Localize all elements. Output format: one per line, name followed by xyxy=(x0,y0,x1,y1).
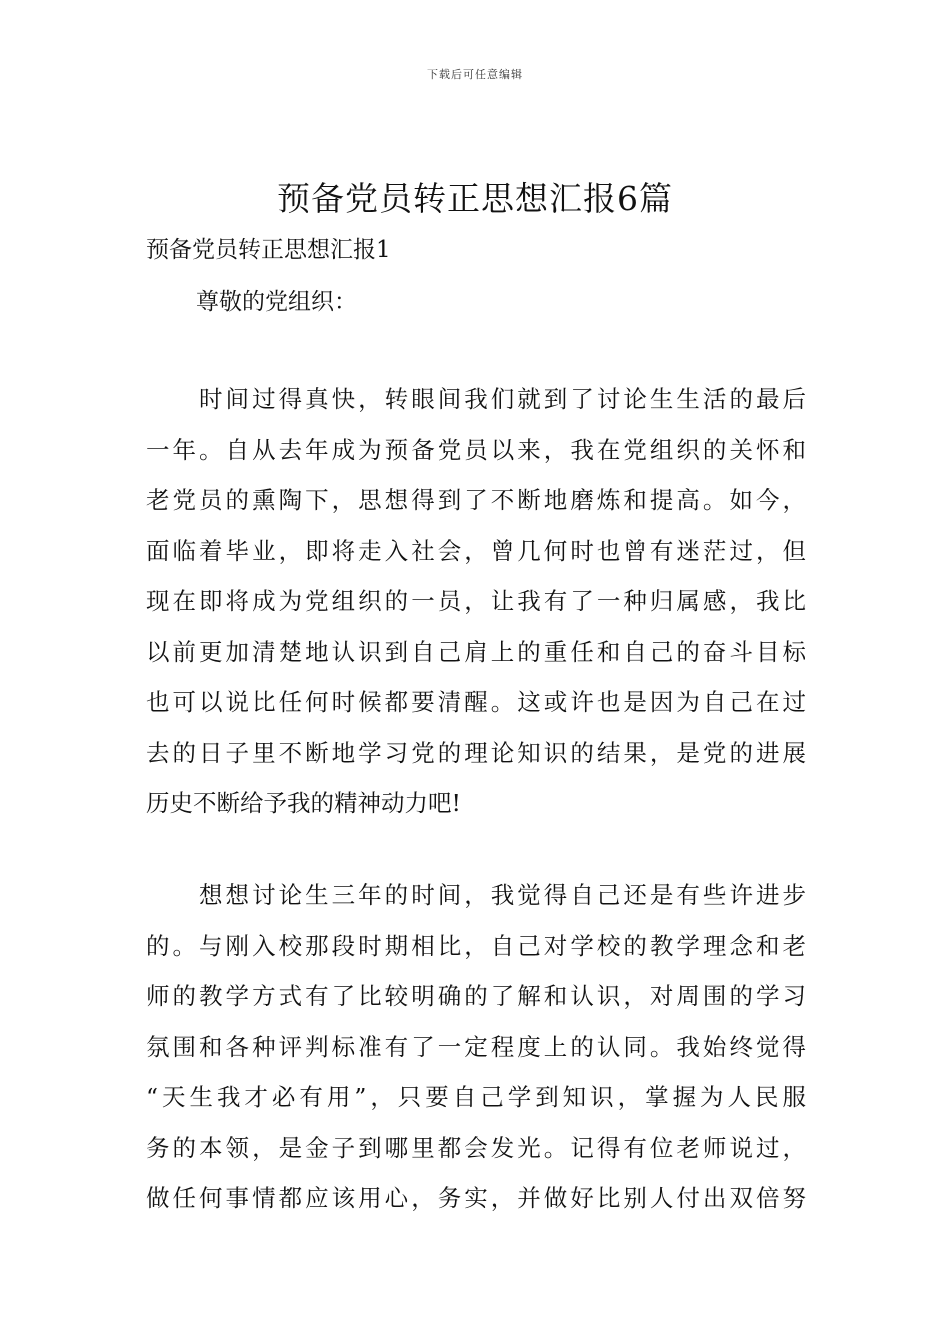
paragraph-line: 面临着毕业，即将走入社会，曾几何时也曾有迷茫过，但 xyxy=(146,536,806,565)
paragraph-line: 老党员的熏陶下，思想得到了不断地磨炼和提高。如今， xyxy=(146,486,806,514)
paragraph-line: 历史不断给予我的精神动力吧! xyxy=(146,789,461,817)
paragraph-line: 一年。自从去年成为预备党员以来，我在党组织的关怀和 xyxy=(146,435,806,464)
paragraph-line: 师的教学方式有了比较明确的了解和认识，对周围的学习 xyxy=(146,982,806,1010)
paragraph-line: 现在即将成为党组织的一员，让我有了一种归属感，我比 xyxy=(146,587,806,615)
paragraph-line: 做任何事情都应该用心，务实，并做好比别人付出双倍努 xyxy=(146,1184,806,1212)
body-paragraph-1 xyxy=(146,374,806,829)
body-paragraph-2 xyxy=(146,870,806,1224)
paragraph-line: 去的日子里不断地学习党的理论知识的结果，是党的进展 xyxy=(146,738,806,767)
paragraph-line: 的。与刚入校那段时期相比，自己对学校的教学理念和老 xyxy=(146,931,806,960)
paragraph-line: 务的本领，是金子到哪里都会发光。记得有位老师说过， xyxy=(146,1133,806,1162)
paragraph-line: “天生我才必有用”，只要自己学到知识，掌握为人民服 xyxy=(146,1083,806,1111)
section-subtitle: 预备党员转正思想汇报1 xyxy=(146,237,391,263)
paragraph-line: 也可以说比任何时候都要清醒。这或许也是因为自己在过 xyxy=(146,688,806,716)
paragraph-line: 时间过得真快，转眼间我们就到了讨论生生活的最后 xyxy=(146,385,806,413)
paragraph-line: 氛围和各种评判标准有了一定程度上的认同。我始终觉得 xyxy=(146,1032,806,1061)
header-note: 下载后可任意编辑 xyxy=(427,68,523,81)
salutation: 尊敬的党组织： xyxy=(196,289,357,315)
paragraph-line: 想想讨论生三年的时间，我觉得自己还是有些许进步 xyxy=(146,881,806,909)
paragraph-line: 以前更加清楚地认识到自己肩上的重任和自己的奋斗目标 xyxy=(146,637,806,666)
document-title: 预备党员转正思想汇报6篇 xyxy=(277,179,673,218)
